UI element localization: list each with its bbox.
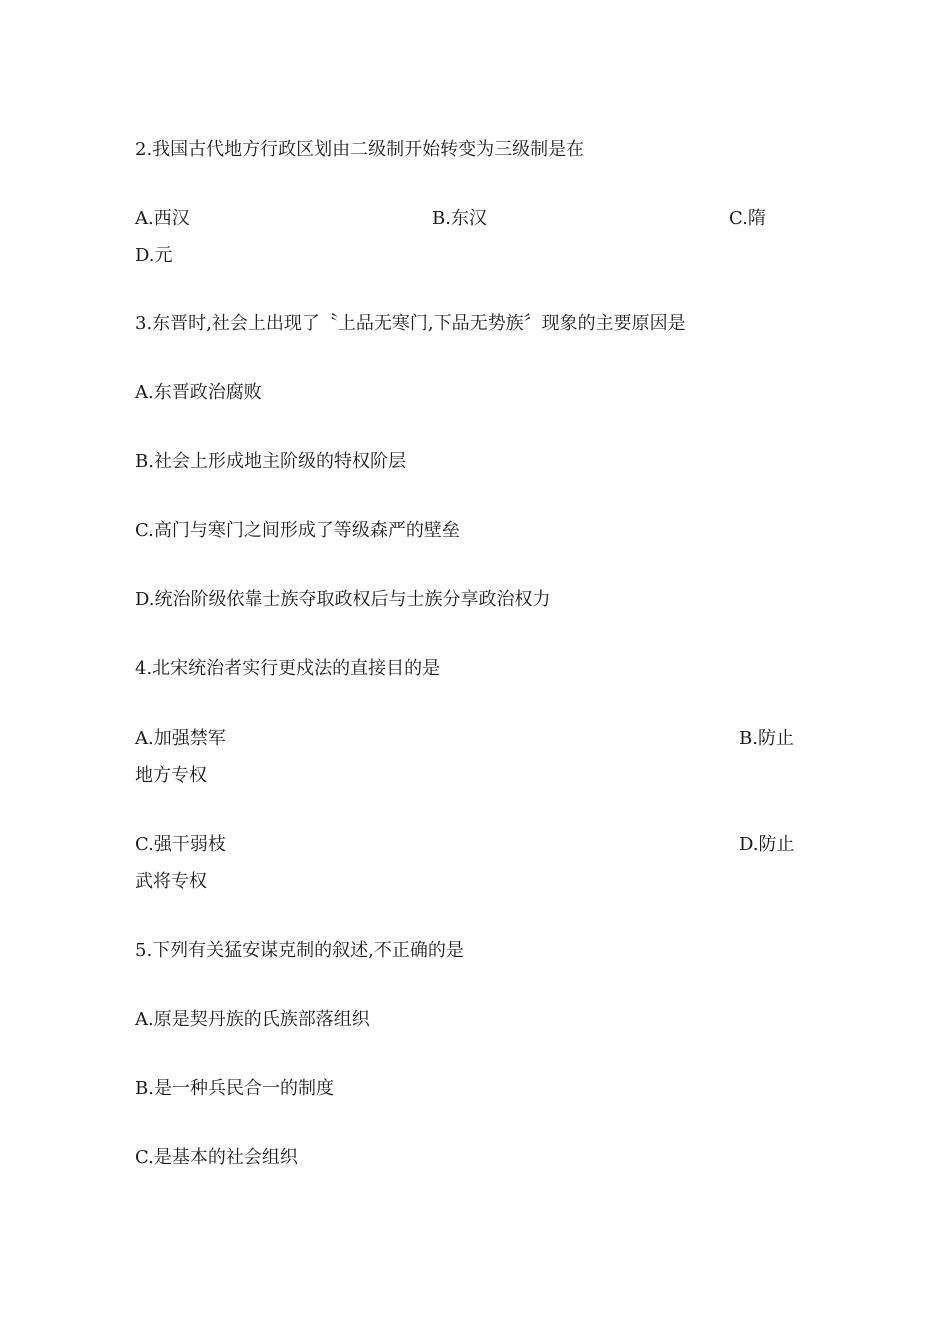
question-5-stem: 5.下列有关猛安谋克制的叙述,不正确的是 — [135, 940, 464, 961]
question-4-option-c: C.强干弱枝 — [135, 834, 226, 855]
question-4-option-b: B.防止 — [739, 728, 794, 749]
question-3-option-a: A.东晋政治腐败 — [135, 382, 262, 403]
question-2-stem: 2.我国古代地方行政区划由二级制开始转变为三级制是在 — [135, 139, 585, 160]
question-2-option-b: B.东汉 — [432, 208, 487, 229]
question-4-option-a: A.加强禁军 — [135, 728, 226, 749]
question-5-option-c: C.是基本的社会组织 — [135, 1147, 298, 1168]
question-2-option-c: C.隋 — [729, 208, 766, 229]
question-4-option-d-continued: 武将专权 — [135, 871, 207, 892]
question-5-option-a: A.原是契丹族的氏族部落组织 — [135, 1009, 370, 1030]
question-2-option-d: D.元 — [135, 245, 173, 266]
question-3-option-d: D.统治阶级依靠士族夺取政权后与士族分享政治权力 — [135, 589, 551, 610]
question-4-option-b-continued: 地方专权 — [135, 765, 207, 786]
question-3-option-c: C.高门与寒门之间形成了等级森严的壁垒 — [135, 520, 460, 541]
question-2-option-a: A.西汉 — [135, 208, 190, 229]
question-4-option-d: D.防止 — [739, 834, 795, 855]
question-4-stem: 4.北宋统治者实行更戍法的直接目的是 — [135, 658, 441, 679]
question-3-stem: 3.东晋时,社会上出现了〝上品无寒门,下品无势族〞现象的主要原因是 — [135, 313, 686, 334]
question-3-option-b: B.社会上形成地主阶级的特权阶层 — [135, 451, 406, 472]
question-5-option-b: B.是一种兵民合一的制度 — [135, 1078, 334, 1099]
